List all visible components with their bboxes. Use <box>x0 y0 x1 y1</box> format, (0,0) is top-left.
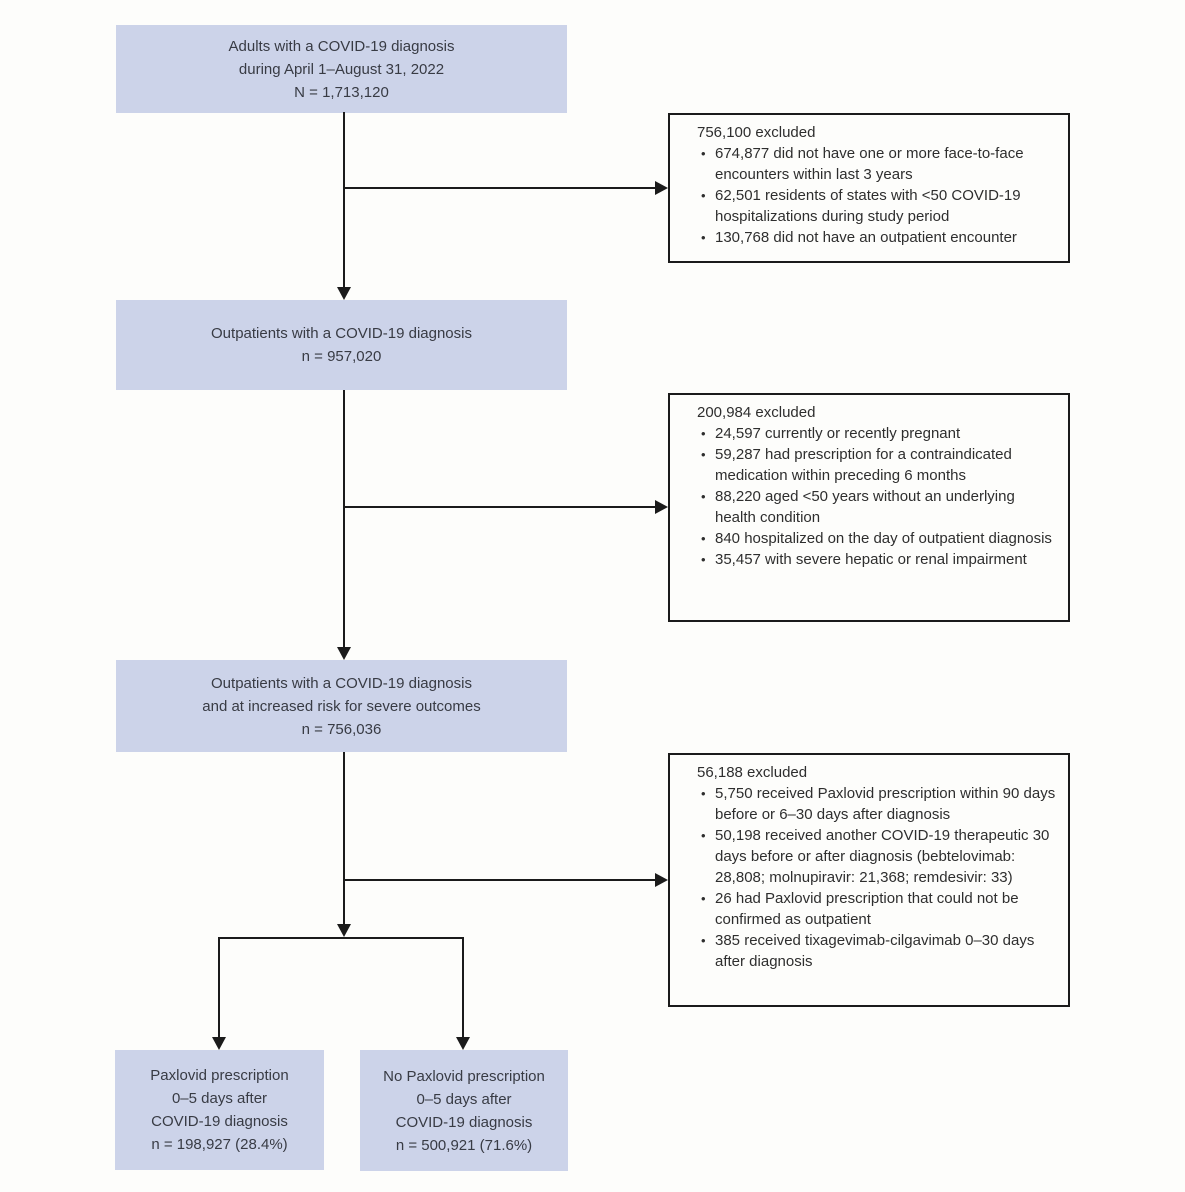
exclusion-bullet: • 130,768 did not have an outpatient encounter <box>697 227 1056 248</box>
exclusion-bullet: • 35,457 with severe hepatic or renal impairment <box>697 549 1056 570</box>
connector-split-to-no-paxlovid <box>462 937 464 1038</box>
exclusion-box-2 <box>668 393 1070 622</box>
exclusion-box-3-title: 56,188 excluded <box>697 764 808 781</box>
exclusion-box-2-title: 200,984 excluded <box>697 404 816 421</box>
connector-to-exclusion-2 <box>344 506 656 508</box>
cohort-box-outpatients-line: n = 957,020 <box>301 348 382 365</box>
exclusion-bullet: • 59,287 had prescription for a contraindicated medication within preceding 6 months <box>697 444 1056 486</box>
exclusion-box-1-title: 756,100 excluded <box>697 124 816 141</box>
cohort-box-paxlovid-line: Paxlovid prescription <box>150 1067 289 1084</box>
exclusion-bullet: • 24,597 currently or recently pregnant <box>697 423 1056 444</box>
cohort-box-no-paxlovid-line: No Paxlovid prescription <box>383 1067 545 1085</box>
cohort-box-paxlovid-line: COVID-19 diagnosis <box>151 1113 288 1130</box>
arrowhead-down-icon <box>456 1037 470 1050</box>
exclusion-box-2-bullets <box>697 423 1056 570</box>
cohort-box-paxlovid-line: 0–5 days after <box>171 1090 268 1107</box>
arrowhead-down-icon <box>337 287 351 300</box>
cohort-box-no-paxlovid-line: n = 500,921 (71.6%) <box>395 1136 533 1154</box>
exclusion-bullet: • 26 had Paxlovid prescription that could not be confirmed as outpatient <box>697 888 1056 930</box>
exclusion-box-3 <box>668 753 1070 1007</box>
cohort-box-outpatients <box>116 300 567 390</box>
arrowhead-right-icon <box>655 500 668 514</box>
connector-adults-to-outpatients <box>343 112 345 288</box>
exclusion-bullet: • 88,220 aged <50 years without an underlying health condition <box>697 486 1056 528</box>
exclusion-bullet: • 62,501 residents of states with <50 COVID-19 hospitalizations during study period <box>697 185 1056 227</box>
connector-at-risk-to-split <box>343 752 345 925</box>
cohort-box-at-risk-line: and at increased risk for severe outcomes <box>202 697 481 715</box>
cohort-box-at-risk-line: n = 756,036 <box>301 720 382 738</box>
exclusion-bullet: • 50,198 received another COVID-19 therapeutic 30 days before or after diagnosis (bebtelovimab: 28,808; molnupiravir: 21,368; remdesivir: 33) <box>697 825 1056 888</box>
cohort-box-adults-line: during April 1–August 31, 2022 <box>238 60 445 78</box>
exclusion-box-1-bullets <box>697 143 1056 248</box>
arrowhead-right-icon <box>655 873 668 887</box>
cohort-box-at-risk-line: Outpatients with a COVID-19 diagnosis <box>211 674 472 692</box>
cohort-box-outpatients-line: Outpatients with a COVID-19 diagnosis <box>211 325 472 342</box>
cohort-box-no-paxlovid-line: COVID-19 diagnosis <box>395 1113 533 1131</box>
exclusion-box-3-bullets <box>697 783 1056 972</box>
connector-to-exclusion-3 <box>344 879 656 881</box>
cohort-box-no-paxlovid-line: 0–5 days after <box>416 1090 512 1108</box>
arrowhead-right-icon <box>655 181 668 195</box>
exclusion-bullet: • 5,750 received Paxlovid prescription within 90 days before or 6–30 days after diagnosis <box>697 783 1056 825</box>
connector-to-exclusion-1 <box>344 187 656 189</box>
cohort-box-adults <box>116 25 567 113</box>
cohort-box-paxlovid <box>115 1050 324 1170</box>
arrowhead-down-icon <box>212 1037 226 1050</box>
arrowhead-down-icon <box>337 647 351 660</box>
exclusion-box-1 <box>668 113 1070 263</box>
exclusion-bullet: • 674,877 did not have one or more face-to-face encounters within last 3 years <box>697 143 1056 185</box>
cohort-box-adults-line: Adults with a COVID-19 diagnosis <box>228 37 455 55</box>
cohort-box-adults-line: N = 1,713,120 <box>294 83 389 101</box>
cohort-box-paxlovid-line: n = 198,927 (28.4%) <box>151 1136 288 1153</box>
cohort-box-at-risk <box>116 660 567 752</box>
connector-outpatients-to-at-risk <box>343 390 345 648</box>
exclusion-bullet: • 385 received tixagevimab-cilgavimab 0–30 days after diagnosis <box>697 930 1056 972</box>
connector-split-to-paxlovid <box>218 937 220 1038</box>
split-bar <box>218 937 464 939</box>
arrowhead-down-icon <box>337 924 351 937</box>
exclusion-bullet: • 840 hospitalized on the day of outpatient diagnosis <box>697 528 1056 549</box>
cohort-box-no-paxlovid <box>360 1050 568 1171</box>
